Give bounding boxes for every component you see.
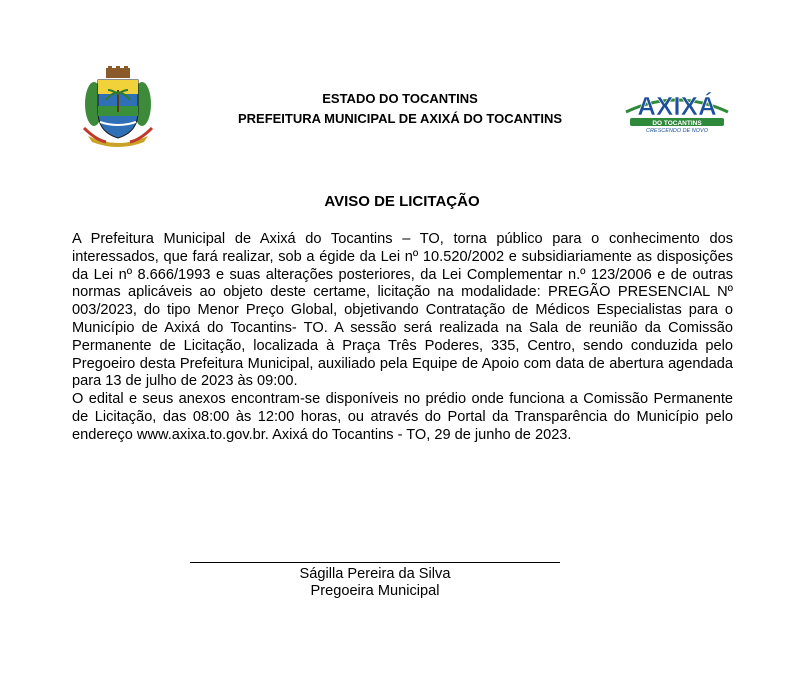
notice-paragraph-1: A Prefeitura Municipal de Axixá do Tocantins – TO, torna público para o conhecimento dos interessados, que fará realizar, sob a égide da Lei nº 10.520/2002 e subsidiariamente as disposições da Lei nº 8.666/1993 e suas alterações posteriores, da Lei Complementar n.º 123/2006 e de outras normas aplicáveis ao objeto deste certame, licitação na modalidade: PREGÃO PRESENCIAL Nº 003/2023, do tipo Menor Preço Global, objetivando Contratação de Médicos Especialistas para o Município de Axixá do Tocantins- TO. A sessão será realizada na Sala de reunião da Comissão Permanente de Licitação, localizada à Praça Três Poderes, 335, Centro, sendo conduzida pelo Pregoeiro desta Prefeitura Municipal, auxiliado pela Equipe de Apoio com data de abertura agendada para 13 de julho de 2023 às 09:00. bbox=[72, 231, 733, 390]
notice-body bbox=[72, 231, 733, 445]
signatory-role: Pregoeira Municipal bbox=[310, 583, 440, 599]
logo-slogan: CRESCENDO DE NOVO bbox=[645, 128, 709, 132]
prefecture-name: PREFEITURA MUNICIPAL DE AXIXÁ DO TOCANTINS bbox=[237, 111, 563, 126]
municipal-crest-icon bbox=[82, 66, 154, 150]
logo-subtitle: DO TOCANTINS bbox=[652, 120, 702, 127]
logo-word: AXIXÁ bbox=[637, 91, 717, 121]
document-title: AVISO DE LICITAÇÃO bbox=[324, 193, 480, 210]
axixa-logo bbox=[622, 82, 732, 132]
signature-line bbox=[190, 562, 560, 563]
signatory-name: Ságilla Pereira da Silva bbox=[299, 566, 451, 582]
state-name: ESTADO DO TOCANTINS bbox=[322, 91, 478, 106]
notice-paragraph-2: O edital e seus anexos encontram-se disponíveis no prédio onde funciona a Comissão Permanente de Licitação, das 08:00 às 12:00 horas, ou através do Portal da Transparência do Município pelo endereço www.axixa.to.gov.br. Axixá do Tocantins - TO, 29 de junho de 2023. bbox=[72, 391, 733, 443]
axixa-logo-icon bbox=[622, 82, 732, 132]
